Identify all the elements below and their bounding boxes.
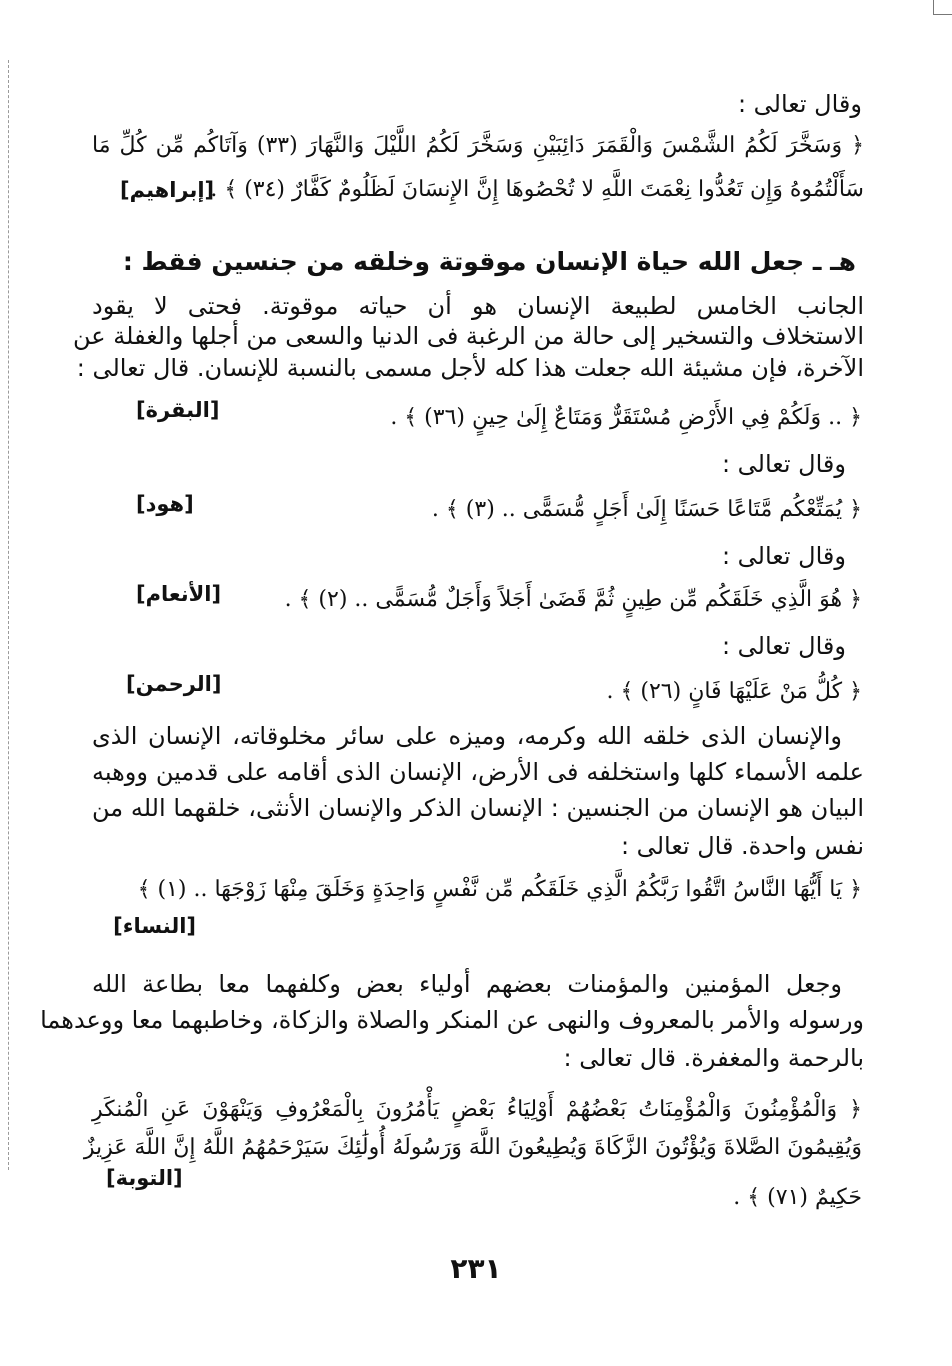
text-line: علمه الأسماء كلها واستخلفه فى الأرض، الإنسان الذى أقامه على قدمين ووهبه: [92, 758, 864, 786]
quran-verse-line: وَيُقِيمُونَ الصَّلاةَ وَيُؤْتُونَ الزَّكَاةَ وَيُطِيعُونَ اللَّهَ وَرَسُولَهُ أُولَٰئِكَ سَيَرْحَمُهُمُ اللَّهُ إِنَّ اللَّهَ عَزِيزٌ: [83, 1135, 862, 1160]
surah-reference: [التوبة]: [106, 1166, 183, 1190]
surah-reference: [الأنعام]: [136, 582, 222, 606]
text-line: وقال تعالى :: [721, 632, 846, 660]
quran-verse-line: سَأَلْتُمُوهُ وَإِن تَعُدُّوا نِعْمَتَ اللَّهِ لا تُحْصُوهَا إِنَّ الإِنسَانَ لَظَلُومٌ كَفَّارٌ (٣٤) ﴾ .: [210, 177, 864, 202]
quran-verse-line: ﴿ يُمَتِّعْكُم مَّتَاعًا حَسَنًا إِلَىٰ أَجَلٍ مُّسَمًّى .. (٣) ﴾ .: [431, 497, 862, 522]
surah-reference: [النساء]: [113, 914, 196, 938]
quran-verse-line: ﴿ .. وَلَكُمْ فِي الأَرْضِ مُسْتَقَرٌّ وَمَتَاعٌ إِلَىٰ حِينٍ (٣٦) ﴾ .: [390, 405, 862, 430]
surah-reference: [إبراهيم]: [120, 178, 215, 202]
quran-verse-line: ﴿ يَا أَيُّهَا النَّاسُ اتَّقُوا رَبَّكُمُ الَّذِي خَلَقَكُم مِّن نَّفْسٍ وَاحِدَةٍ وَخَلَقَ مِنْهَا زَوْجَهَا .. (١) ﴾: [137, 877, 862, 902]
text-line: وجعل المؤمنين والمؤمنات بعضهم أولياء بعض وكلفهما معا بطاعة الله: [92, 970, 842, 998]
text-line: بالرحمة والمغفرة. قال تعالى :: [563, 1044, 864, 1072]
quran-verse-line: حَكِيمٌ (٧١) ﴾ .: [733, 1185, 862, 1210]
surah-reference: [الرحمن]: [126, 672, 222, 696]
section-heading: هـ ـ جعل الله حياة الإنسان موقوتة وخلقه من جنسين فقط :: [122, 247, 856, 276]
text-line: والإنسان الذى خلقه الله وكرمه، وميزه على سائر مخلوقاته، الإنسان الذى: [92, 722, 842, 750]
text-line: وقال تعالى :: [721, 542, 846, 570]
quran-verse-line: ﴿ وَالْمُؤْمِنُونَ وَالْمُؤْمِنَاتُ بَعْضُهُمْ أَوْلِيَاءُ بَعْضٍ يَأْمُرُونَ بِالْمَعْرُوفِ وَيَنْهَوْنَ عَنِ الْمُنكَرِ: [92, 1097, 862, 1122]
text-line: الجانب الخامس لطبيعة الإنسان هو أن حياته موقوتة. فحتى لا يقود: [92, 292, 864, 320]
text-line: البيان هو الإنسان من الجنسين : الإنسان الذكر والإنسان الأنثى، خلقهما الله من: [92, 794, 864, 822]
quran-verse-line: ﴿ كُلُّ مَنْ عَلَيْهَا فَانٍ (٢٦) ﴾ .: [606, 679, 862, 704]
surah-reference: [هود]: [136, 492, 194, 516]
scan-corner-mark: [933, 0, 952, 15]
surah-reference: [البقرة]: [136, 398, 220, 422]
quran-verse-line: ﴿ وَسَخَّرَ لَكُمُ الشَّمْسَ وَالْقَمَرَ دَائِبَيْنِ وَسَخَّرَ لَكُمُ اللَّيْلَ وَالنَّهَارَ (٣٣) وَآتَاكُم مِّن كُلِّ مَا: [92, 133, 865, 158]
text-line: وقال تعالى :: [737, 90, 862, 118]
text-line: ورسوله والأمر بالمعروف والنهى عن المنكر والصلاة والزكاة، وخاطبهما معا ووعدهما: [40, 1006, 864, 1034]
text-line: وقال تعالى :: [721, 450, 846, 478]
quran-verse-line: ﴿ هُوَ الَّذِي خَلَقَكُم مِّن طِينٍ ثُمَّ قَضَىٰ أَجَلاً وَأَجَلٌ مُّسَمًّى .. (٢) ﴾ .: [284, 587, 862, 612]
text-line: الاستخلاف والتسخير إلى حالة من الرغبة فى الدنيا والسعى من أجلها والغفلة عن: [73, 322, 864, 350]
text-line: الآخرة، فإن مشيئة الله جعلت هذا كله لأجل مسمى بالنسبة للإنسان. قال تعالى :: [76, 354, 864, 382]
scan-margin-line: [8, 60, 9, 1170]
text-line: نفس واحدة. قال تعالى :: [620, 832, 864, 860]
page-number: ٢٣١: [450, 1252, 502, 1285]
